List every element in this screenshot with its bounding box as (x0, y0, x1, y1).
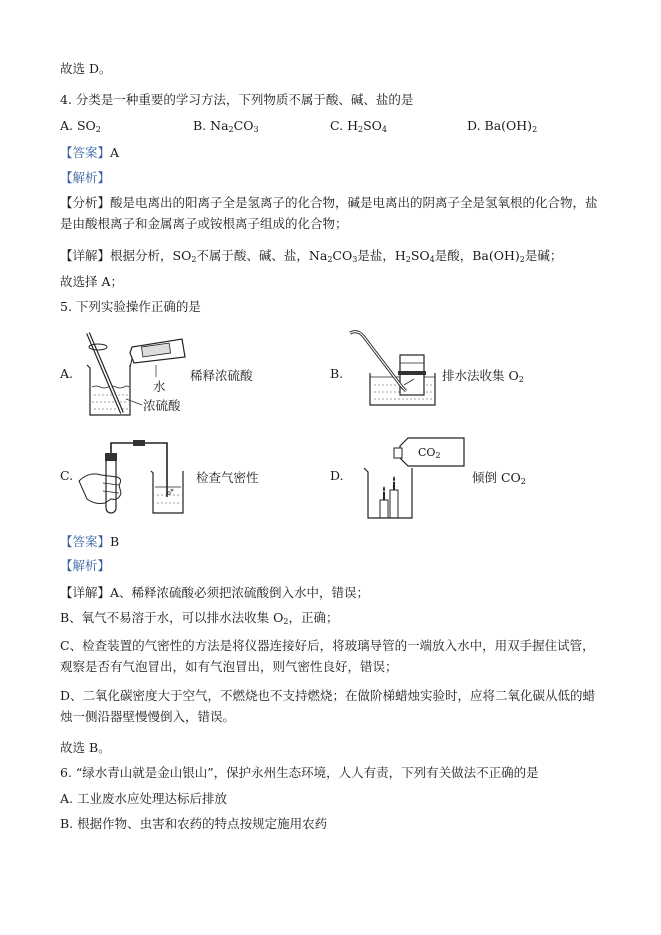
q5-acid-label: 浓硫酸 (143, 398, 181, 413)
q4-option-a: A. $SO_2$ (60, 118, 101, 134)
q4-analysis-tag: 【解析】 (60, 170, 111, 185)
q5-answer (60, 533, 119, 551)
q5-stem: 5. 下列实验操作正确的是 (60, 299, 201, 314)
answer-tag: 【答案】 (60, 534, 111, 549)
q4-option-d: D. $Ba(OH)_2$ (467, 118, 538, 134)
q5-option-a-label: 稀释浓硫酸 (190, 368, 253, 383)
answer-value: A (110, 145, 120, 160)
answer-tag: 【答案】 (60, 145, 111, 160)
q4-option-b: B. $Na_2CO_3$ (193, 118, 259, 134)
q5-detail-b: B、氧气不易溶于水，可以排水法收集 $O_2$，正确； (60, 610, 339, 626)
q5-option-c-letter: C. (60, 468, 74, 483)
answer-value: B (110, 534, 120, 549)
q5-option-c-label: 检查气密性 (196, 470, 259, 485)
q5-co2-bottle-label: $CO_2$ (418, 446, 441, 460)
q4-stem: 4. 分类是一种重要的学习方法，下列物质不属于酸、碱、盐的是 (60, 92, 414, 107)
q4-option-c: C. $H_2SO_4$ (330, 118, 387, 134)
fenxi-tag: 【分析】 (60, 195, 111, 210)
q5-option-b-label: 排水法收集 $O_2$ (442, 368, 524, 384)
q4-fenxi (60, 192, 605, 234)
q5-conclusion: 故选 B。 (60, 740, 111, 755)
airtightness-figure (75, 435, 195, 520)
q6-option-a: A. 工业废水应处理达标后排放 (60, 791, 227, 806)
q4-conclusion: 故选择 A； (60, 274, 124, 289)
q6-option-b: B. 根据作物、虫害和农药的特点按规定施用农药 (60, 816, 328, 831)
pour-co2-figure (360, 428, 470, 523)
q4-detail: 【详解】根据分析，$SO_2$不属于酸、碱、盐，$Na_2CO_3$是盐，$H_2SO_4$是酸，$Ba(OH)_2$是碱； (60, 248, 563, 264)
q4-answer (60, 144, 119, 162)
q5-option-d-label: 倾倒 $CO_2$ (472, 470, 526, 486)
q5-detail-c: C、检查装置的气密性的方法是将仪器连接好后，将玻璃导管的一端放入水中，用双手握住试管，观察是否有气泡冒出，如有气泡冒出，则气密性良好，错误； (60, 638, 595, 674)
q5-analysis-tag: 【解析】 (60, 558, 111, 573)
q5-water-label: 水 (153, 379, 166, 394)
q5-option-b-letter: B. (330, 366, 344, 381)
collect-oxygen-figure (340, 325, 440, 410)
q6-stem: 6. “绿水青山就是金山银山”，保护永州生态环境，人人有责，下列有关做法不正确的是 (60, 765, 539, 780)
q5-detail-d: D、二氧化碳密度大于空气，不燃烧也不支持燃烧；在做阶梯蜡烛实验时，应将二氧化碳从低的蜡烛一侧沿器壁慢慢倒入，错误。 (60, 688, 596, 724)
q5-option-a-letter: A. (60, 366, 74, 381)
q5-option-d-letter: D. (330, 468, 344, 483)
top-conclusion: 故选 D。 (60, 61, 112, 76)
q5-detail-a: 【详解】A、稀释浓硫酸必须把浓硫酸倒入水中，错误； (60, 585, 370, 600)
fenxi-text: 酸是电离出的阳离子全是氢离子的化合物，碱是电离出的阴离子全是氢氧根的化合物，盐是由酸根离子和金属离子或铵根离子组成的化合物； (60, 195, 598, 231)
